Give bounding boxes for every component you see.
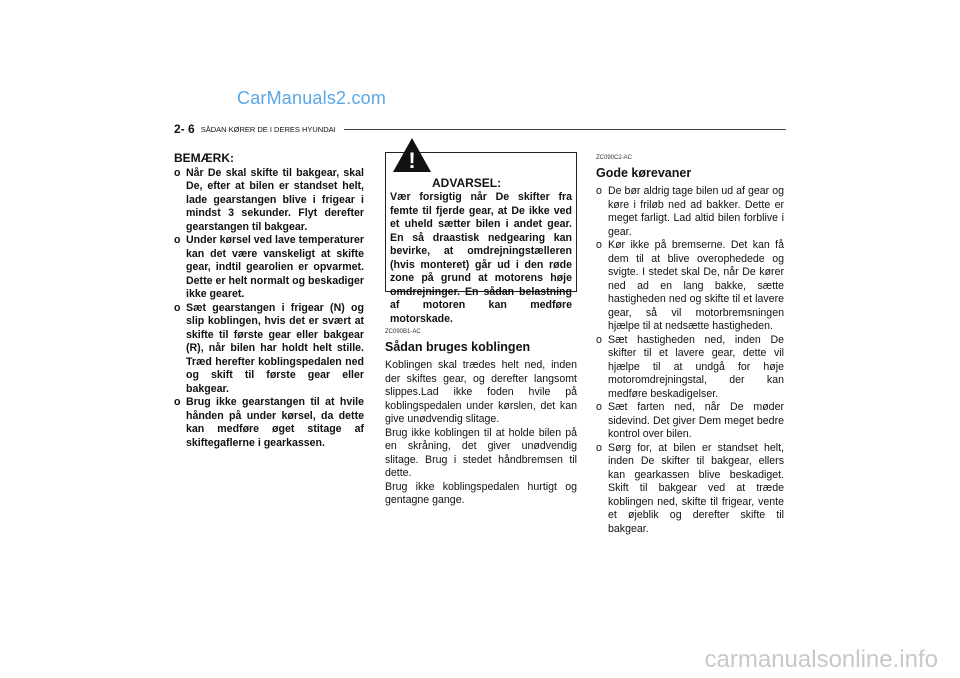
clutch-paragraph: Brug ikke koblingspedalen hurtigt og gentagne gange. — [385, 480, 577, 506]
habits-item-text: Sæt hastigheden ned, inden De skifter til et lavere gear, dette vil hjælpe til at undgå for høje motoromdrejningstal, der kan medføre beskadigelser. — [608, 333, 784, 400]
habits-item-text: De bør aldrig tage bilen ud af gear og køre i friløb ned ad bakker. Dette er meget farligt. Lad altid bilen forblive i gear. — [608, 185, 784, 238]
habits-list — [596, 185, 784, 536]
section-title: SÅDAN KØRER DE I DERES HYUNDAI — [200, 124, 336, 134]
clutch-code: ZC090B1-AC — [385, 329, 421, 335]
clutch-paragraph: Koblingen skal trædes helt ned, inden der skiftes gear, og derefter langsomt slippes.Lad ikke foden hvile på koblingspedalen under kørslen, det kan give unødvendig slitage. — [385, 359, 577, 425]
watermark-top: CarManuals2.com — [237, 88, 387, 108]
bullet-icon: o — [596, 401, 602, 413]
warning-symbol: ! — [408, 148, 416, 173]
note-item — [174, 167, 364, 235]
habits-column — [596, 152, 784, 536]
note-item — [174, 234, 364, 302]
warning-text: Vær forsigtig når De skifter fra femte til fjerde gear, at De ikke ved et uheld sætter bilen i andet gear. En så draastisk nedgearing kan bevirke, at omdrejningstælleren (hvis monteret) går ud i den røde zone på grund at motorens høje omdrejninger. En sådan belastning af motoren kan medføre motorskade. — [390, 191, 572, 325]
habits-item-text: Kør ikke på bremserne. Det kan få dem til at blive overophedede og svigte. I stedet skal De, når De kører ned ad en lang bakke, sætte hastigheden ned og skifte til et lavere gear, så vil motorbremsningen hjælpe til at nedsætte hastigheden. — [608, 239, 784, 332]
note-item — [174, 302, 364, 397]
note-heading: BEMÆRK: — [174, 151, 234, 165]
note-item — [174, 396, 364, 450]
bullet-icon: o — [174, 234, 181, 246]
habits-code: ZC090C2-AC — [596, 155, 633, 161]
middle-column — [385, 148, 577, 508]
note-item-text: Når De skal skifte til bakgear, skal De, efter at bilen er standset helt, lade gearstangen blive i frigear i mindst 3 sekunder. Flyt derefter gearstangen til bakgear. — [186, 166, 364, 233]
bullet-icon: o — [174, 396, 181, 408]
warning-box — [385, 148, 577, 325]
bullet-icon: o — [596, 441, 602, 454]
habits-title: Gode kørevaner — [596, 165, 692, 180]
warning-title: ADVARSEL: — [432, 176, 502, 190]
bullet-icon: o — [174, 301, 181, 314]
bullet-icon: o — [596, 185, 602, 197]
clutch-section — [385, 326, 577, 508]
habits-item-text: Sæt farten ned, når De møder sidevind. Det giver Dem meget bedre kontrol over bilen. — [608, 401, 784, 440]
note-item-text: Under kørsel ved lave temperaturer kan det være vanskeligt at skifte gear, indtil gearolien er opvarmet. Dette er helt normalt og beskadiger ikke gearet. — [186, 234, 364, 300]
page-number: 2- 6 — [174, 122, 195, 136]
bullet-icon: o — [596, 239, 602, 251]
warning-triangle-icon — [392, 137, 432, 173]
bullet-icon: o — [174, 166, 181, 179]
habits-item — [596, 185, 784, 239]
note-list — [174, 167, 364, 451]
page-header — [174, 121, 786, 137]
clutch-paragraph: Brug ikke koblingen til at holde bilen på en skråning, det giver unødvendig slitage. Brug i stedet håndbremsen til dette. — [385, 426, 577, 479]
habits-item — [596, 401, 784, 442]
bullet-icon: o — [596, 333, 602, 346]
note-item-text: Brug ikke gearstangen til at hvile hånden på under kørsel, da dette kan medføre øget stitage af skiftegaflerne i gearkassen. — [186, 396, 364, 449]
habits-item — [596, 334, 784, 402]
note-column — [174, 152, 364, 450]
clutch-title: Sådan bruges koblingen — [385, 339, 531, 354]
habits-item-text: Sørg for, at bilen er standset helt, inden De skifter til bakgear, ellers kan gearkassen blive beskadiget. Skift til bakgear ved at træde koblingen ned, skifte til frigear, vente et øjeblik og derefter skifte til bakgear. — [608, 441, 784, 535]
habits-item — [596, 442, 784, 537]
note-item-text: Sæt gearstangen i frigear (N) og slip koblingen, hvis det er svært at skifte til første gear eller bakgear (R), når bilen har holdt helt stille. Træd herefter koblingspedalen ned og skift til første gear eller bakgear. — [186, 301, 364, 395]
habits-item — [596, 239, 784, 334]
header-rule — [344, 129, 786, 130]
watermark-bottom: carmanualsonline.info — [704, 646, 938, 673]
